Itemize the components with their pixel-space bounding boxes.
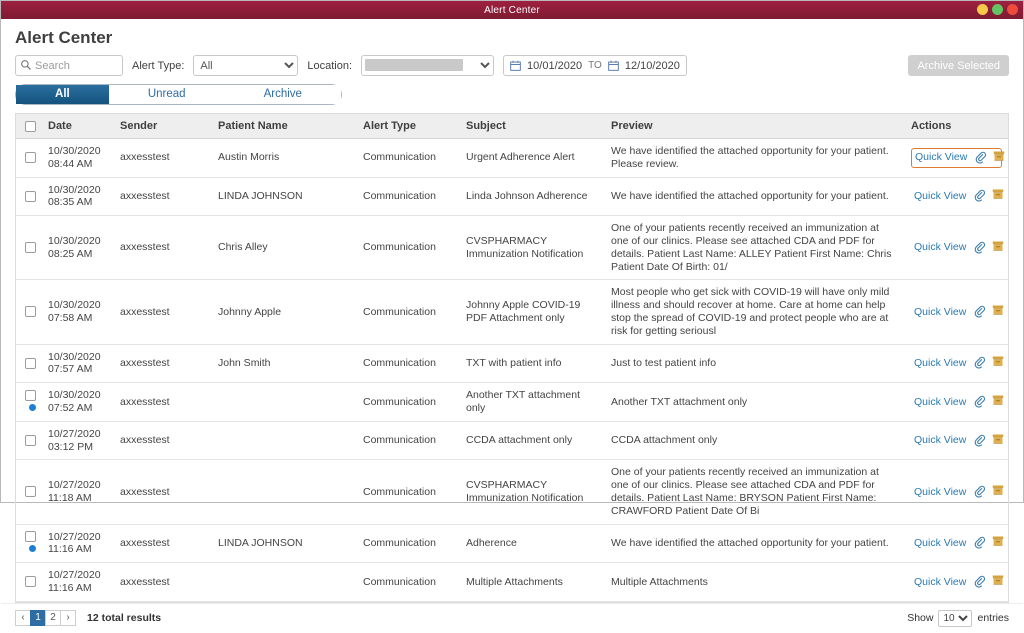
paperclip-icon[interactable] — [974, 150, 986, 166]
row-actions-group — [911, 533, 1002, 553]
row-select-cell — [16, 344, 42, 383]
search-field-wrapper — [15, 55, 123, 76]
row-sender: axxesstest — [114, 344, 212, 383]
unread-indicator — [29, 404, 36, 411]
row-actions — [905, 177, 1008, 216]
row-checkbox[interactable] — [25, 531, 36, 542]
row-actions-group — [911, 238, 1002, 258]
quick-view-link[interactable]: Quick View — [914, 434, 967, 447]
select-all-checkbox[interactable] — [25, 121, 36, 132]
date-from-value: 10/01/2020 — [527, 59, 583, 72]
row-checkbox[interactable] — [25, 191, 36, 202]
row-time-value: 11:18 AM — [48, 491, 92, 504]
row-patient-name: Chris Alley — [212, 216, 357, 280]
row-time-value: 11:16 AM — [48, 581, 92, 594]
entries-select[interactable] — [938, 610, 972, 627]
quick-view-link[interactable]: Quick View — [914, 241, 967, 254]
row-time-value: 08:25 AM — [48, 247, 93, 260]
row-date — [42, 563, 114, 602]
alerts-table-container — [15, 113, 1009, 603]
row-actions — [905, 216, 1008, 280]
location-value-mask — [365, 59, 463, 71]
row-patient-name: LINDA JOHNSON — [212, 177, 357, 216]
tab-bar — [15, 84, 342, 105]
row-time-value: 08:35 AM — [48, 196, 93, 209]
row-preview: One of your patients recently received an immunization at one of our clinics. Please see attached CDA and PDF for details. Patient Last Name: ALLEY Patient First Name: Chris Patient Date Of Birth: 01/ — [605, 216, 905, 280]
row-date — [42, 216, 114, 280]
minimize-button[interactable] — [977, 4, 988, 15]
row-checkbox[interactable] — [25, 486, 36, 497]
table-row[interactable] — [16, 216, 1008, 280]
row-actions — [905, 524, 1008, 563]
row-patient-name — [212, 383, 357, 422]
row-select-cell — [16, 563, 42, 602]
row-sender: axxesstest — [114, 524, 212, 563]
row-checkbox[interactable] — [25, 390, 36, 401]
row-subject: Urgent Adherence Alert — [460, 139, 605, 178]
row-actions-group — [911, 482, 1002, 502]
pagination — [15, 610, 75, 626]
row-patient-name: LINDA JOHNSON — [212, 524, 357, 563]
quick-view-link[interactable]: Quick View — [914, 575, 967, 588]
tab-unread[interactable]: Unread — [109, 85, 225, 104]
row-patient-name: Johnny Apple — [212, 280, 357, 344]
pagination-page-2[interactable]: 2 — [45, 610, 61, 626]
calendar-icon — [510, 60, 521, 71]
row-patient-name — [212, 460, 357, 524]
row-date-value: 10/27/2020 — [48, 569, 101, 582]
row-select-cell — [16, 524, 42, 563]
row-date — [42, 344, 114, 383]
table-row[interactable] — [16, 421, 1008, 460]
row-preview: We have identified the attached opportunity for your patient. — [605, 524, 905, 563]
table-row[interactable] — [16, 177, 1008, 216]
column-actions: Actions — [905, 114, 1008, 139]
calendar-icon-2 — [608, 60, 619, 71]
archive-icon[interactable] — [992, 574, 1004, 590]
page-title: Alert Center — [15, 28, 113, 47]
page-header — [1, 19, 1023, 52]
row-patient-name: Austin Morris — [212, 139, 357, 178]
paperclip-icon[interactable] — [973, 535, 985, 551]
row-date-value: 10/30/2020 — [48, 145, 101, 157]
date-range-picker[interactable] — [503, 55, 687, 76]
row-date-value: 10/27/2020 — [48, 479, 101, 492]
row-actions-group — [911, 353, 1002, 373]
row-alert-type: Communication — [357, 216, 460, 280]
pagination-page-1[interactable]: 1 — [30, 610, 46, 626]
close-icon[interactable] — [1007, 4, 1018, 15]
row-sender: axxesstest — [114, 280, 212, 344]
row-patient-name — [212, 421, 357, 460]
row-alert-type: Communication — [357, 383, 460, 422]
maximize-button[interactable] — [992, 4, 1003, 15]
archive-icon[interactable] — [992, 433, 1004, 449]
date-to-value: 12/10/2020 — [624, 59, 680, 72]
archive-icon[interactable] — [992, 355, 1004, 371]
table-footer — [1, 603, 1023, 633]
filter-bar — [1, 52, 1023, 84]
row-subject: Linda Johnson Adherence — [460, 177, 605, 216]
row-date-value: 10/30/2020 — [48, 350, 101, 363]
window-titlebar — [1, 1, 1023, 19]
row-select-cell — [16, 177, 42, 216]
total-results-label: 12 total results — [87, 611, 162, 624]
quick-view-link[interactable]: Quick View — [914, 536, 967, 549]
row-patient-name: John Smith — [212, 344, 357, 383]
row-alert-type: Communication — [357, 563, 460, 602]
table-header-row — [16, 114, 1008, 139]
row-actions — [905, 421, 1008, 460]
row-alert-type: Communication — [357, 280, 460, 344]
table-row[interactable] — [16, 524, 1008, 563]
quick-view-link[interactable]: Quick View — [914, 485, 967, 498]
archive-icon[interactable] — [992, 304, 1004, 320]
row-subject: Another TXT attachment only — [460, 383, 605, 422]
row-checkbox[interactable] — [25, 242, 36, 253]
row-actions — [905, 280, 1008, 344]
row-alert-type: Communication — [357, 460, 460, 524]
archive-icon[interactable] — [992, 535, 1004, 551]
table-row[interactable] — [16, 383, 1008, 422]
row-preview: We have identified the attached opportunity for your patient. Please review. — [605, 139, 905, 178]
row-actions — [905, 139, 1008, 178]
row-date-value: 10/27/2020 — [48, 427, 101, 440]
column-patient-name[interactable]: Patient Name — [212, 114, 357, 139]
row-actions-group — [911, 302, 1002, 322]
row-time-value: 07:57 AM — [48, 363, 93, 376]
archive-icon[interactable] — [992, 240, 1004, 256]
table-row[interactable] — [16, 139, 1008, 178]
row-subject: CVSPHARMACY Immunization Notification — [460, 216, 605, 280]
column-sender[interactable]: Sender — [114, 114, 212, 139]
archive-icon[interactable] — [992, 188, 1004, 204]
row-checkbox[interactable] — [25, 358, 36, 369]
row-actions — [905, 460, 1008, 524]
table-row[interactable] — [16, 460, 1008, 524]
row-select-cell — [16, 216, 42, 280]
row-subject: Johnny Apple COVID-19 PDF Attachment only — [460, 280, 605, 344]
table-row[interactable] — [16, 563, 1008, 602]
row-date-value: 10/30/2020 — [48, 299, 101, 312]
row-date — [42, 383, 114, 422]
row-subject: CCDA attachment only — [460, 421, 605, 460]
archive-selected-button[interactable]: Archive Selected — [908, 55, 1009, 76]
pagination-next[interactable]: › — [60, 610, 76, 626]
row-subject: Multiple Attachments — [460, 563, 605, 602]
paperclip-icon[interactable] — [973, 484, 985, 500]
row-preview: We have identified the attached opportunity for your patient. — [605, 177, 905, 216]
row-select-cell — [16, 280, 42, 344]
row-actions — [905, 344, 1008, 383]
row-preview: CCDA attachment only — [605, 421, 905, 460]
row-sender: axxesstest — [114, 177, 212, 216]
show-label: Show — [907, 612, 934, 625]
row-preview: Another TXT attachment only — [605, 383, 905, 422]
table-row[interactable] — [16, 280, 1008, 344]
row-alert-type: Communication — [357, 344, 460, 383]
paperclip-icon[interactable] — [973, 433, 985, 449]
row-select-cell — [16, 421, 42, 460]
row-actions-group — [911, 392, 1002, 412]
row-time-value: 08:44 AM — [48, 157, 93, 170]
row-sender: axxesstest — [114, 460, 212, 524]
entries-label: entries — [977, 612, 1009, 625]
row-checkbox[interactable] — [25, 152, 36, 163]
row-date-value: 10/30/2020 — [48, 183, 101, 196]
row-select-cell — [16, 460, 42, 524]
row-checkbox[interactable] — [25, 576, 36, 587]
row-actions-group — [911, 186, 1002, 206]
column-alert-type[interactable]: Alert Type — [357, 114, 460, 139]
quick-view-link[interactable]: Quick View — [914, 305, 967, 318]
row-select-cell — [16, 383, 42, 422]
row-subject: Adherence — [460, 524, 605, 563]
row-alert-type: Communication — [357, 524, 460, 563]
column-subject[interactable]: Subject — [460, 114, 605, 139]
window-controls — [977, 4, 1018, 15]
paperclip-icon[interactable] — [973, 240, 985, 256]
search-input[interactable] — [15, 55, 123, 76]
table-body — [16, 139, 1008, 602]
paperclip-icon[interactable] — [973, 355, 985, 371]
alerts-table — [16, 114, 1008, 602]
row-actions-group — [911, 572, 1002, 592]
paperclip-icon[interactable] — [973, 188, 985, 204]
row-alert-type: Communication — [357, 421, 460, 460]
row-alert-type: Communication — [357, 139, 460, 178]
row-preview: One of your patients recently received an immunization at one of our clinics. Please see attached CDA and PDF for details. Patient Last Name: BRYSON Patient First Name: CRAWFORD Patient Date Of Bi — [605, 460, 905, 524]
row-sender: axxesstest — [114, 421, 212, 460]
paperclip-icon[interactable] — [973, 394, 985, 410]
column-preview[interactable]: Preview — [605, 114, 905, 139]
row-date-value: 10/30/2020 — [48, 389, 101, 402]
row-date — [42, 139, 114, 178]
unread-indicator — [29, 545, 36, 552]
alert-type-select[interactable] — [193, 55, 298, 76]
row-sender: axxesstest — [114, 563, 212, 602]
row-sender: axxesstest — [114, 139, 212, 178]
row-time-value: 07:52 AM — [48, 401, 93, 414]
row-time-value: 03:12 PM — [48, 440, 93, 453]
location-select-wrapper — [361, 55, 494, 76]
tab-all[interactable]: All — [16, 85, 109, 104]
quick-view-link[interactable]: Quick View — [914, 356, 967, 369]
archive-icon[interactable] — [992, 484, 1004, 500]
alert-type-label: Alert Type: — [132, 59, 185, 72]
row-sender: axxesstest — [114, 216, 212, 280]
table-row[interactable] — [16, 344, 1008, 383]
column-date[interactable]: Date — [42, 114, 114, 139]
row-subject: CVSPHARMACY Immunization Notification — [460, 460, 605, 524]
paperclip-icon[interactable] — [973, 304, 985, 320]
quick-view-link[interactable]: Quick View — [915, 151, 968, 164]
location-label: Location: — [307, 59, 353, 72]
row-patient-name — [212, 563, 357, 602]
row-alert-type: Communication — [357, 177, 460, 216]
entries-per-page — [907, 610, 1009, 627]
row-date-value: 10/30/2020 — [48, 234, 101, 247]
row-select-cell — [16, 139, 42, 178]
row-sender: axxesstest — [114, 383, 212, 422]
archive-icon[interactable] — [992, 394, 1004, 410]
row-actions — [905, 563, 1008, 602]
row-date — [42, 177, 114, 216]
row-checkbox[interactable] — [25, 435, 36, 446]
row-time-value: 07:58 AM — [48, 311, 93, 324]
paperclip-icon[interactable] — [973, 574, 985, 590]
table-header — [16, 114, 1008, 139]
pagination-prev[interactable]: ‹ — [15, 610, 31, 626]
row-actions — [905, 383, 1008, 422]
row-preview: Just to test patient info — [605, 344, 905, 383]
row-preview: Most people who get sick with COVID-19 will have only mild illness and should recover at home. Care at home can help stop the spread of COVID-19 and protect people who are at risk for getting seriousl — [605, 280, 905, 344]
window-title: Alert Center — [484, 4, 540, 16]
archive-icon[interactable] — [993, 150, 1005, 166]
select-all-header — [16, 114, 42, 139]
row-preview: Multiple Attachments — [605, 563, 905, 602]
quick-view-link[interactable]: Quick View — [914, 189, 967, 202]
quick-view-link[interactable]: Quick View — [914, 395, 967, 408]
date-to-label: TO — [588, 60, 602, 71]
row-date — [42, 421, 114, 460]
row-date — [42, 524, 114, 563]
row-date — [42, 460, 114, 524]
row-actions-group — [911, 148, 1002, 168]
tab-archive[interactable]: Archive — [225, 85, 341, 104]
row-time-value: 11:16 AM — [48, 543, 92, 556]
row-date — [42, 280, 114, 344]
row-checkbox[interactable] — [25, 306, 36, 317]
row-subject: TXT with patient info — [460, 344, 605, 383]
row-date-value: 10/27/2020 — [48, 530, 101, 543]
row-actions-group — [911, 431, 1002, 451]
